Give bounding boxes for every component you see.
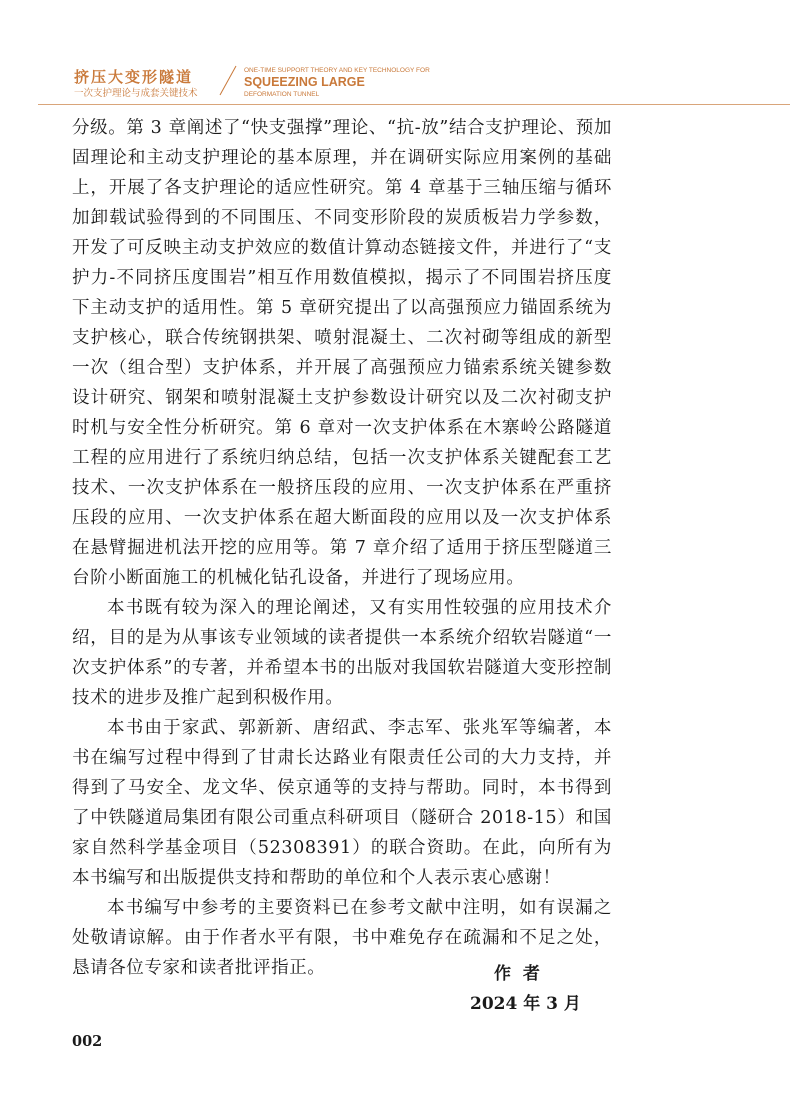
title-en-line2: SQUEEZING LARGE	[244, 75, 365, 89]
book-subtitle-cn: 一次支护理论与成套关键技术	[74, 88, 198, 99]
paragraph-book-purpose: 本书既有较为深入的理论阐述，又有实用性较强的应用技术介绍，目的是为从事该专业领域的读者提供一本系统介绍软岩隧道“一次支护体系”的专著，并希望本书的出版对我国软岩隧道大变形控制技术的进步及推广起到积极作用。	[72, 598, 612, 708]
paragraph-acknowledgements: 本书由于家武、郭新新、唐绍武、李志军、张兆军等编著，本书在编写过程中得到了甘肃长达路业有限责任公司的大力支持，并得到了马安全、龙文华、侯京通等的支持与帮助。同时，本书得到了中铁隧道局集团有限公司重点科研项目（隧研合 2018-15）和国家自然科学基金项目（52308391）的联合资助。在此，向所有为本书编写和出版提供支持和帮助的单位和个人表示衷心感谢！	[72, 718, 612, 888]
page-number: 002	[72, 1033, 103, 1050]
title-en-line1: ONE-TIME SUPPORT THEORY AND KEY TECHNOLOGY FOR	[244, 67, 430, 74]
running-header	[0, 0, 790, 110]
body-text	[72, 113, 612, 983]
title-en-line3: DEFORMATION TUNNEL	[244, 91, 320, 98]
signature-author: 作 者	[494, 964, 540, 984]
paragraph-references-note: 本书编写中参考的主要资料已在参考文献中注明，如有误漏之处敬请谅解。由于作者水平有限，书中难免存在疏漏和不足之处，恳请各位专家和读者批评指正。	[72, 898, 612, 978]
paragraph-continuation: 分级。第 3 章阐述了“快支强撑”理论、“抗-放”结合支护理论、预加固理论和主动支护理论的基本原理，并在调研实际应用案例的基础上，开展了各支护理论的适应性研究。第 4 章基于三轴压缩与循环加卸载试验得到的不同围压、不同变形阶段的炭质板岩力学参数，开发了可反映主动支护效应的数值计算动态链接文件，并进行了“支护力-不同挤压度围岩”相互作用数值模拟，揭示了不同围岩挤压度下主动支护的适用性。第 5 章研究提出了以高强预应力锚固系统为支护核心，联合传统钢拱架、喷射混凝土、二次衬砌等组成的新型一次（组合型）支护体系，并开展了高强预应力锚索系统关键参数设计研究、钢架和喷射混凝土支护参数设计研究以及二次衬砌支护时机与安全性分析研究。第 6 章对一次支护体系在木寨岭公路隧道工程的应用进行了系统归纳总结，包括一次支护体系关键配套工艺技术、一次支护体系在一般挤压段的应用、一次支护体系在严重挤压段的应用、一次支护体系在超大断面段的应用以及一次支护体系在悬臂掘进机法开挖的应用等。第 7 章介绍了适用于挤压型隧道三台阶小断面施工的机械化钻孔设备，并进行了现场应用。	[72, 118, 612, 588]
book-title-cn: 挤压大变形隧道	[74, 68, 194, 86]
header-divider-slash	[0, 0, 790, 110]
header-rule	[38, 104, 790, 105]
signature-date: 2024 年 3 月	[470, 994, 581, 1014]
